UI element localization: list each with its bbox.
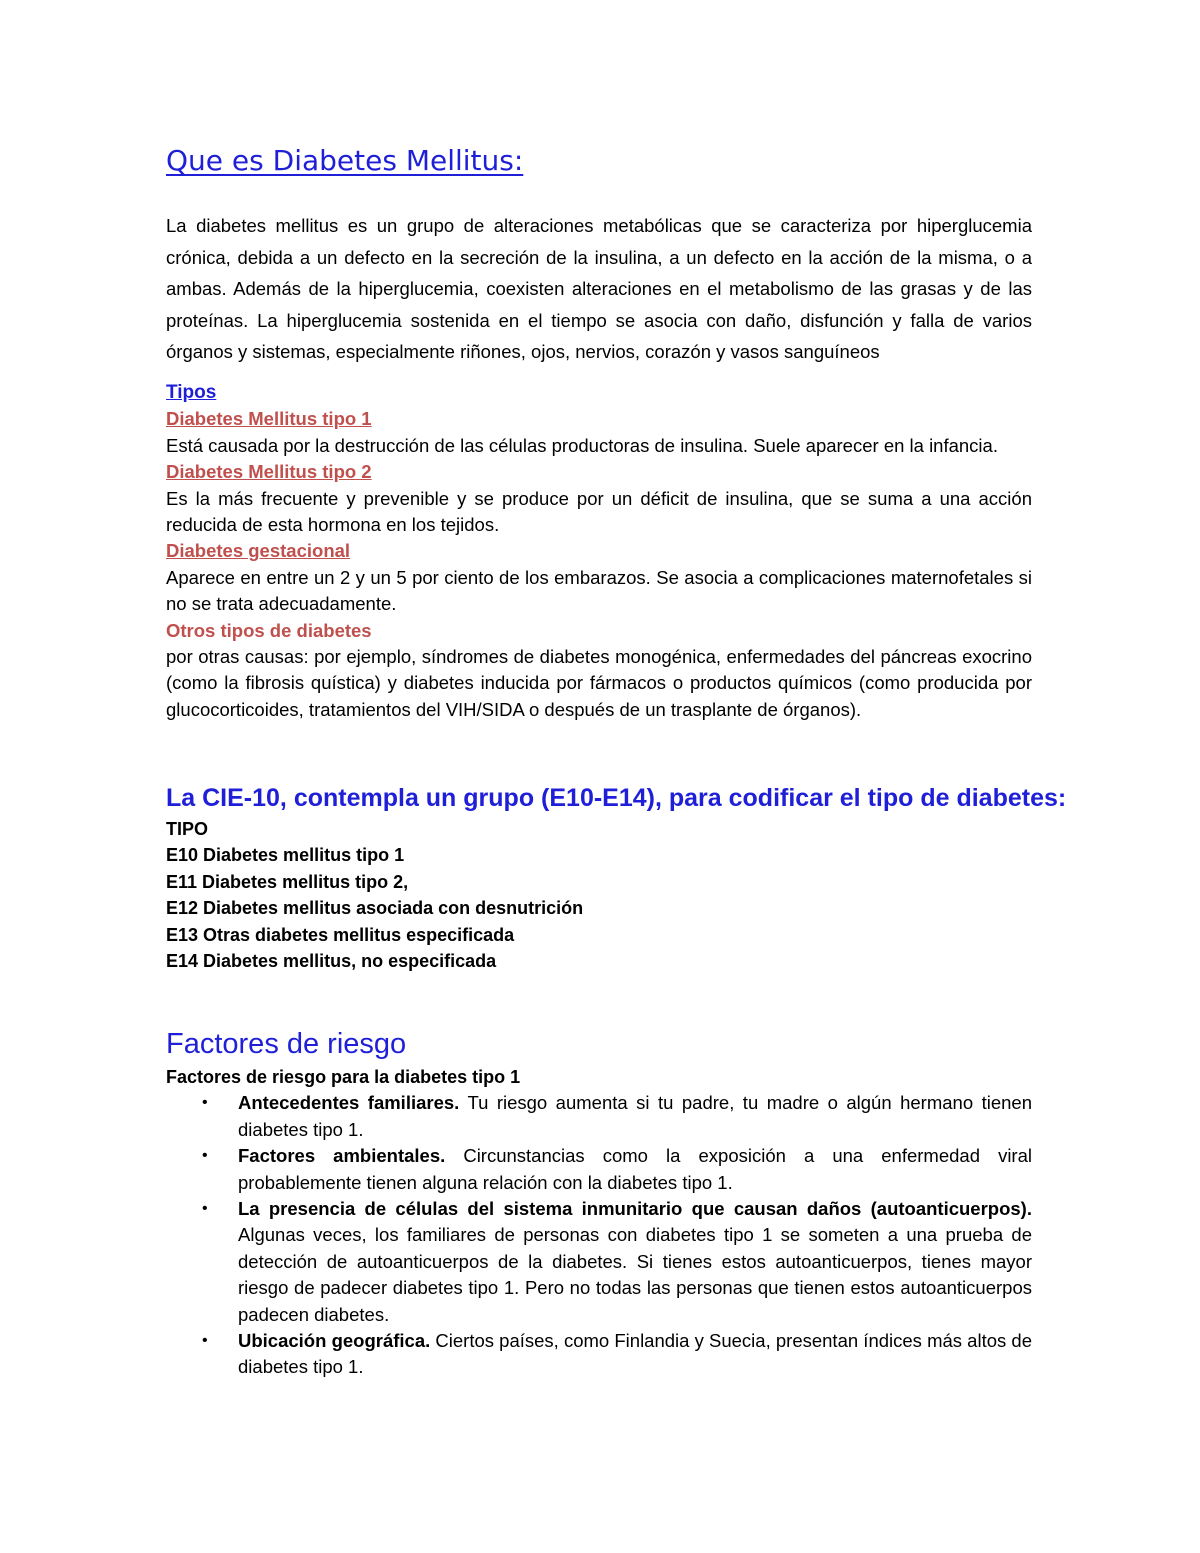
list-item-text: Circunstancias como la exposición a una enfermedad viral probablemente tienen alguna relación con la diabetes tipo 1. [238,1145,1032,1193]
list-item [202,1090,1032,1143]
factores-subheading: Factores de riesgo para la diabetes tipo 1 [166,1067,521,1087]
type-heading-tipo-2: Diabetes Mellitus tipo 2 [166,461,372,483]
factores-section [166,1024,1032,1381]
list-item [202,1143,1032,1196]
factores-heading: Factores de riesgo [166,1028,407,1060]
factores-list [166,1090,1032,1380]
list-item-bold: Antecedentes familiares. [238,1092,460,1114]
type-heading-otros: Otros tipos de diabetes [166,619,372,641]
type-text-gestacional: Aparece en entre un 2 y un 5 por ciento de los embarazos. Se asocia a complicaciones maternofetales si no se trata adecuadamente. [166,566,1032,615]
list-item-text: Ciertos países, como Finlandia y Suecia, presentan índices más altos de diabetes tipo 1. [238,1330,1032,1378]
tipos-heading: Tipos [166,382,217,403]
tipos-section [166,380,1032,723]
cie-list-item: E10 Diabetes mellitus tipo 1 [166,845,405,866]
type-text-tipo-1: Está causada por la destrucción de las células productoras de insulina. Suele aparecer en la infancia. [166,434,998,456]
list-item [202,1196,1032,1328]
list-item-bold: Factores ambientales. [238,1145,446,1167]
cie-list-item: E12 Diabetes mellitus asociada con desnutrición [166,898,584,919]
type-heading-gestacional: Diabetes gestacional [166,540,351,562]
type-heading-tipo-1: Diabetes Mellitus tipo 1 [166,408,372,430]
cie-list-item: E13 Otras diabetes mellitus especificada [166,924,515,945]
bullet-icon: • [202,1147,208,1165]
bullet-icon: • [202,1094,208,1112]
type-text-otros: por otras causas: por ejemplo, síndromes de diabetes monogénica, enfermedades del páncreas exocrino (como la fibrosis quística) y diabetes inducida por fármacos o productos químicos (como producida por glucocorticoides, tratamientos del VIH/SIDA o después de un trasplante de órganos). [166,646,1032,720]
page-title: Que es Diabetes Mellitus: [166,144,524,177]
cie-list-item: TIPO [166,819,209,839]
cie-list-item: E11 Diabetes mellitus tipo 2, [166,871,409,892]
list-item-bold: La presencia de células del sistema inmunitario que causan daños (autoanticuerpos). [238,1198,1032,1220]
list-item-text: Algunas veces, los familiares de personas con diabetes tipo 1 se someten a una prueba de detección de autoanticuerpos de la diabetes. Si tienes estos autoanticuerpos, tienes mayor riesgo de padecer diabetes tipo 1. Pero no todas las personas que tienen estos autoanticuerpos padecen diabetes. [238,1224,1032,1325]
cie-section [166,780,1067,974]
cie-heading: La CIE-10, contempla un grupo (E10-E14), para codificar el tipo de diabetes: [166,784,1067,812]
bullet-icon: • [202,1332,208,1350]
list-item-bold: Ubicación geográfica. [238,1330,431,1352]
intro-paragraph: La diabetes mellitus es un grupo de alteraciones metabólicas que se caracteriza por hiperglucemia crónica, debida a un defecto en la secreción de la insulina, a un defecto en la acción de la misma, o a ambas. Además de la hiperglucemia, coexisten alteraciones en el metabolismo de las grasas y de las proteínas. La hiperglucemia sostenida en el tiempo se asocia con daño, disfunción y falla de varios órganos y sistemas, especialmente riñones, ojos, nervios, corazón y vasos sanguíneos [166,215,1032,363]
cie-list [166,816,1046,974]
bullet-icon: • [202,1200,208,1218]
list-item [202,1328,1032,1381]
cie-list-item: E14 Diabetes mellitus, no especificada [166,951,497,972]
list-item-text: Tu riesgo aumenta si tu padre, tu madre o algún hermano tienen diabetes tipo 1. [238,1092,1032,1140]
type-text-tipo-2: Es la más frecuente y prevenible y se produce por un déficit de insulina, que se suma a una acción reducida de esta hormona en los tejidos. [166,487,1032,536]
